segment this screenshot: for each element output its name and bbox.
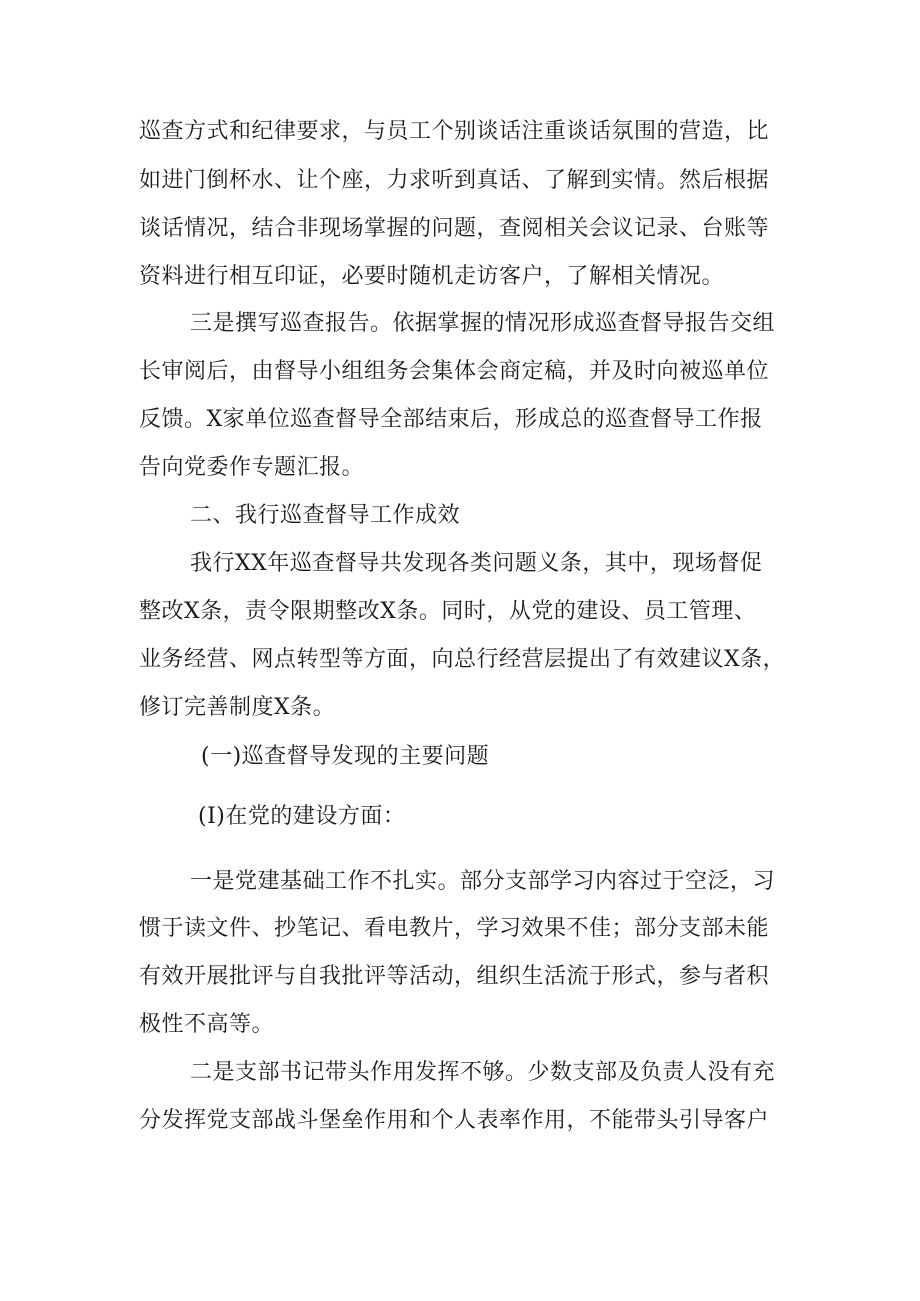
paragraph-first-line: 三是撰写巡查报告。依据掌握的情况形成巡查督导报告交组 (190, 311, 776, 336)
body-text-line: 有效开展批评与自我批评等活动，组织生活流于形式，参与者积 (139, 964, 770, 989)
body-text-line: 巡查方式和纪律要求，与员工个别谈话注重谈话氛围的营造，比 (139, 119, 770, 144)
body-text-line: 分发挥党支部战斗堡垒作用和个人表率作用，不能带头引导客户 (139, 1108, 770, 1133)
subsection-heading: (一)巡查督导发现的主要问题 (201, 744, 490, 769)
body-text-line: 反馈。X家单位巡查督导全部结束后，形成总的巡查督导工作报 (139, 407, 763, 432)
body-text-line: 长审阅后，由督导小组组务会集体会商定稿，并及时向被巡单位 (139, 359, 770, 384)
body-text-line: 修订完善制度X条。 (139, 695, 336, 720)
body-text-line: 整改X条，责令限期整改X条。同时，从党的建设、员工管理、 (139, 599, 757, 624)
paragraph-first-line: 二是支部书记带头作用发挥不够。少数支部及负责人没有充 (190, 1060, 776, 1085)
body-text-line: 如进门倒杯水、让个座，力求听到真话、了解到实情。然后根据 (139, 168, 770, 193)
body-text-line: 告向党委作专题汇报。 (139, 455, 365, 480)
paragraph-first-line: 我行XX年巡查督导共发现各类问题义条，其中，现场督促 (190, 551, 763, 576)
paragraph-first-line: 一是党建基础工作不扎实。部分支部学习内容过于空泛，习 (190, 869, 776, 894)
section-heading: 二、我行巡查督导工作成效 (190, 503, 461, 528)
body-text-line: 极性不高等。 (139, 1012, 275, 1037)
body-text-line: 谈话情况，结合非现场掌握的问题，查阅相关会议记录、台账等 (139, 216, 770, 241)
body-text-line: 业务经营、网点转型等方面，向总行经营层提出了有效建议X条， (139, 647, 786, 672)
body-text-line: 资料进行相互印证，必要时随机走访客户，了解相关情况。 (139, 264, 725, 289)
body-text-line: 惯于读文件、抄笔记、看电教片，学习效果不佳；部分支部未能 (139, 916, 770, 941)
item-heading: (I)在党的建设方面： (198, 804, 406, 829)
